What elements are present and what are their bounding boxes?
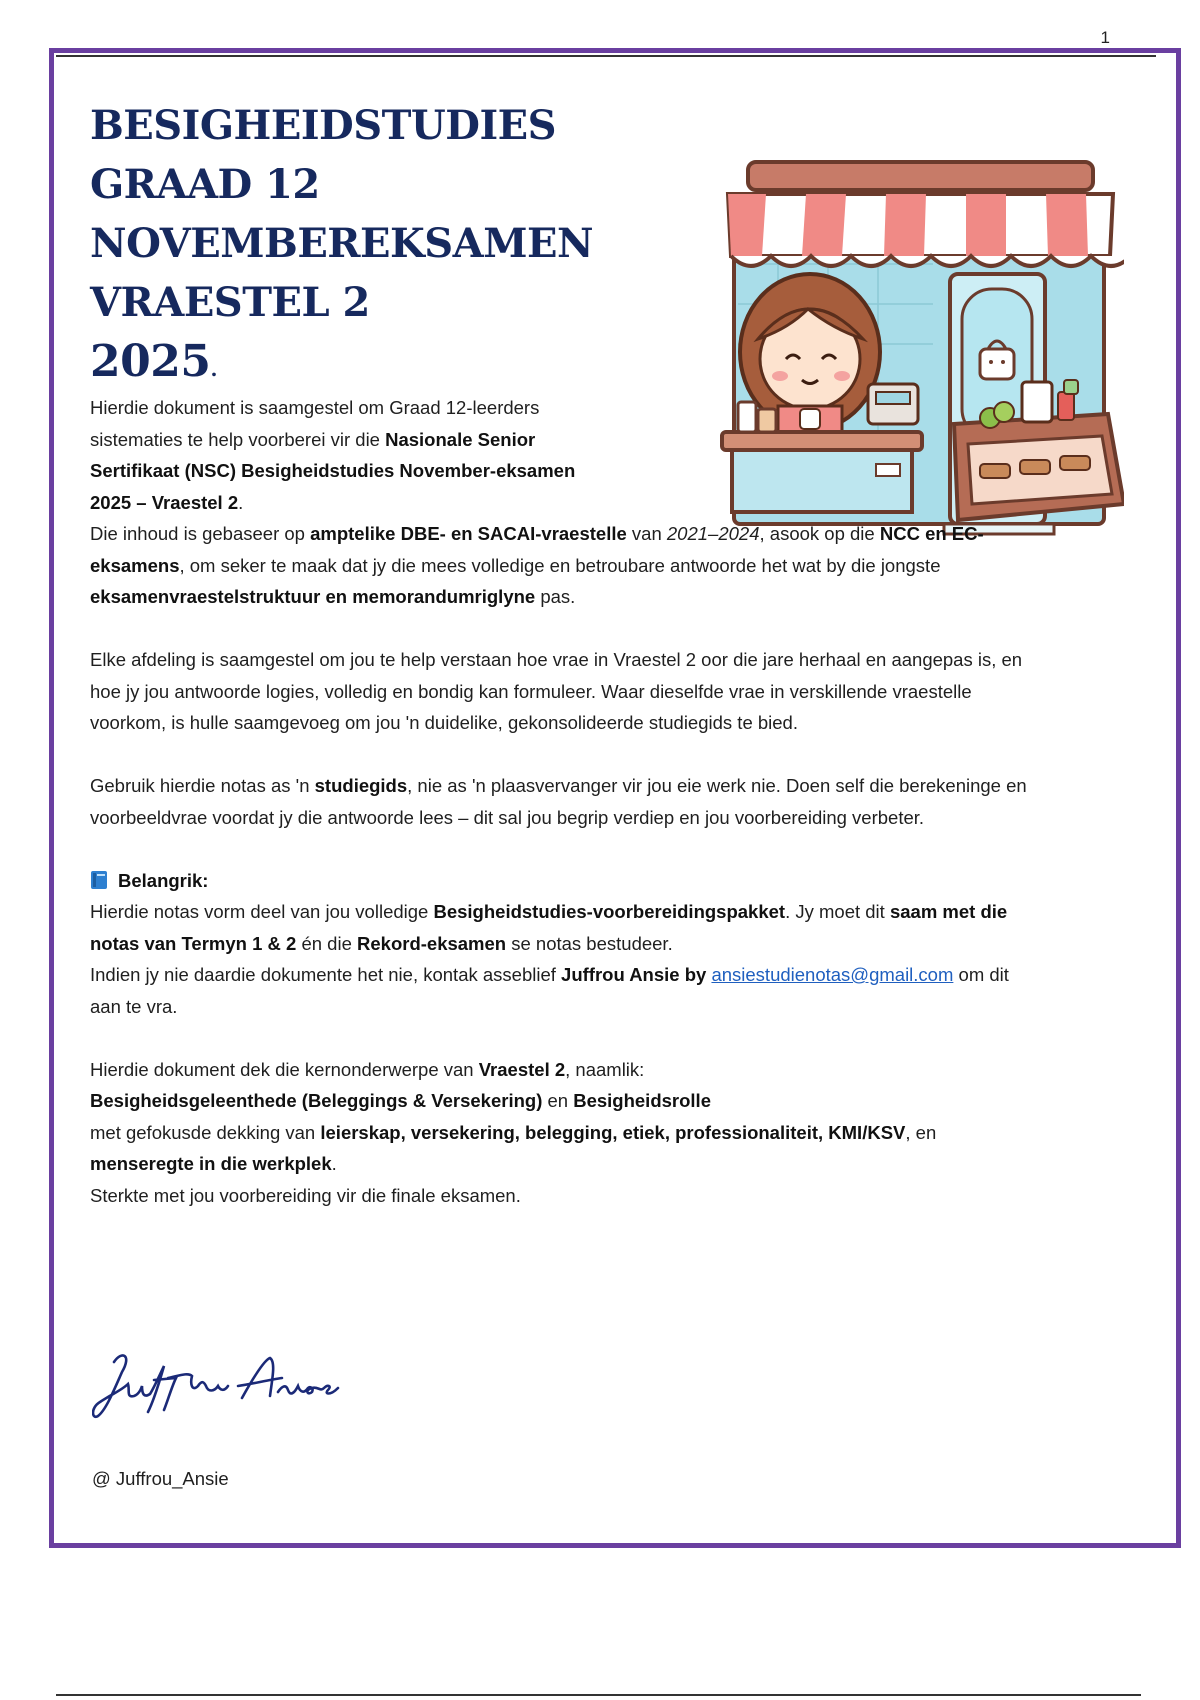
top-rule [56,55,1156,57]
important-heading: Belangrik: [90,865,1030,897]
title-line-grade: GRAAD 12 [90,161,320,208]
body-text [90,392,1030,1211]
page-number: 1 [1100,28,1110,47]
bottom-rule [56,1694,1141,1696]
title-line-exam: NOVEMBEREKSAMEN [90,220,594,267]
usage-paragraph: Gebruik hierdie notas as 'n studiegids, nie as 'n plaasvervanger vir jou eie werk nie. Doen self die berekeninge en voorbeeldvrae voordat jy die antwoorde lees – dit sal jou begrip verdiep en jou voorbereiding verbeter. [90,775,1027,828]
title-line-paper: VRAESTEL 2 [90,279,370,326]
important-text: Hierdie notas vorm deel van jou volledige Besigheidstudies-voorbereidingspakket. Jy moet dit saam met die notas van Termyn 1 & 2 én die Rekord-eksamen se notas bestudeer. Indien jy nie daardie dokumente het nie, kontak asseblief Juffrou Ansie by ansiestudienotas@gmail.com om dit aan te vra. [90,901,1009,1017]
sections-paragraph: Elke afdeling is saamgestel om jou te help verstaan hoe vrae in Vraestel 2 oor die jare herhaal en aangepas is, en hoe jy jou antwoorde logies, volledig en bondig kan formuleer. Waar dieselfde vrae in verskillende vraestelle voorkom, is hulle saamgevoeg om jou 'n duidelike, gekonsolideerde studiegids te bied. [90,649,1023,733]
signature [92,1350,352,1430]
title-line-subject: BESIGHEIDSTUDIES [90,102,557,149]
book-icon [90,870,108,890]
document-title [90,96,650,399]
author-handle: @ Juffrou_Ansie [92,1468,229,1489]
email-link[interactable]: ansiestudienotas@gmail.com [711,964,954,985]
intro-paragraph: Hierdie dokument is saamgestel om Graad 12-leerders sistematies te help voorberei vir die Nasionale Senior Sertifikaat (NSC) Besigheidstudies November-eksamen 2025 – Vraestel 2. [90,397,576,513]
coverage-paragraph: Hierdie dokument dek die kernonderwerpe van Vraestel 2, naamlik: Besigheidsgeleenthede (Beleggings & Versekering) en Besigheidsrolle met gefokusde dekking van leierskap, versekering, belegging, etiek, professionaliteit, KMI/KSV, en menseregte in die werkplek. Sterkte met jou voorbereiding vir die finale eksamen. [90,1058,937,1206]
title-line-year: 2025. [90,336,217,387]
intro-sources-paragraph: Die inhoud is gebaseer op amptelike DBE- en SACAI-vraestelle van 2021–2024, asook op die NCC en EC-eksamens, om seker te maak dat jy die mees volledige en betroubare antwoorde het wat by die jongste eksamenvraestelstruktuur en memorandumriglyne pas. [90,523,984,607]
